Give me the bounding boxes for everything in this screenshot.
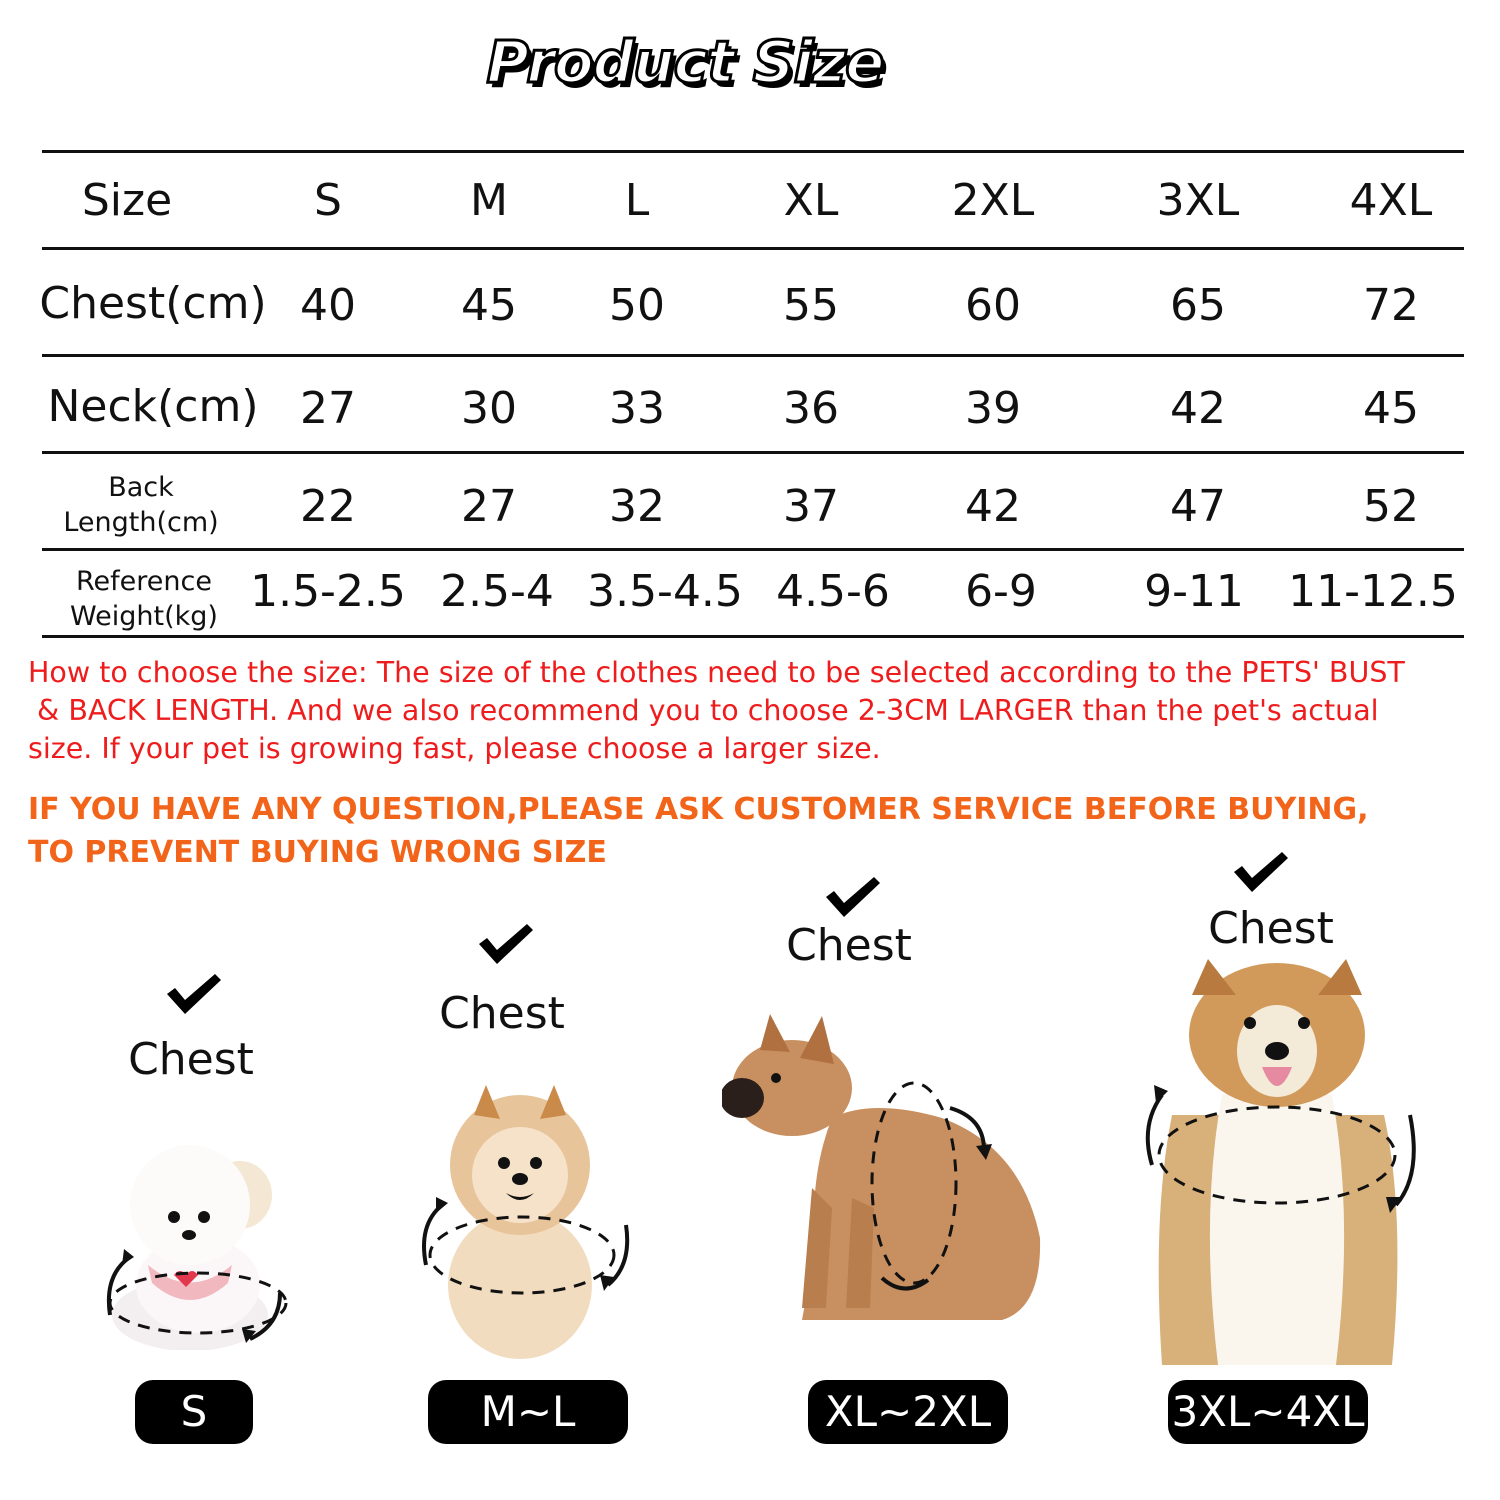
size-col-2xl: 2XL <box>951 175 1035 226</box>
size-guide-note: How to choose the size: The size of the clothes need to be selected according to the PETS' BUST & BACK LENGTH. And we also recommend you to choose 2-3CM LARGER than the pet's actual size. If your pet is growing fast, please choose a larger size. <box>28 656 1405 765</box>
table-cell: 55 <box>783 280 839 331</box>
table-cell: 6-9 <box>965 566 1037 617</box>
page-title: Product Size <box>486 28 884 96</box>
table-cell: 40 <box>300 280 356 331</box>
table-rule <box>42 354 1464 357</box>
size-badge-3xl-4xl: 3XL~4XL <box>1168 1380 1368 1444</box>
size-col-4xl: 4XL <box>1349 175 1433 226</box>
table-cell: 65 <box>1170 280 1226 331</box>
customer-service-warning: IF YOU HAVE ANY QUESTION,PLEASE ASK CUSTOMER SERVICE BEFORE BUYING, TO PREVENT BUYING WRONG SIZE <box>28 792 1369 870</box>
table-cell: 27 <box>300 383 356 434</box>
size-col-m: M <box>470 175 508 226</box>
table-cell: 37 <box>783 481 839 532</box>
table-cell: 32 <box>609 481 665 532</box>
table-cell: 30 <box>461 383 517 434</box>
table-cell: 60 <box>965 280 1021 331</box>
weight-row-label: Reference Weight(kg) <box>70 566 218 632</box>
chest-row-label: Chest(cm) <box>39 278 267 329</box>
table-cell: 39 <box>965 383 1021 434</box>
check-icon <box>824 875 882 919</box>
check-icon <box>1232 850 1290 894</box>
table-cell: 33 <box>609 383 665 434</box>
table-cell: 36 <box>783 383 839 434</box>
size-col-s: S <box>314 175 342 226</box>
size-badge-xl-2xl: XL~2XL <box>808 1380 1008 1444</box>
size-col-xl: XL <box>783 175 839 226</box>
table-rule <box>42 247 1464 250</box>
table-cell: 47 <box>1170 481 1226 532</box>
back-length-row-label: Back Length(cm) <box>63 472 219 538</box>
size-col-3xl: 3XL <box>1156 175 1240 226</box>
table-rule <box>42 548 1464 551</box>
size-col-l: L <box>624 175 650 226</box>
table-cell: 42 <box>965 481 1021 532</box>
size-badge-s: S <box>135 1380 253 1444</box>
table-rule <box>42 451 1464 454</box>
table-cell: 50 <box>609 280 665 331</box>
table-cell: 52 <box>1363 481 1419 532</box>
french-bulldog-image <box>722 1008 1052 1338</box>
table-rule-bottom <box>42 635 1464 638</box>
chest-label: Chest <box>128 1034 254 1085</box>
small-white-dog-image <box>90 1125 290 1350</box>
table-cell: 45 <box>1363 383 1419 434</box>
long-haired-dog-image <box>1122 955 1432 1370</box>
size-badge-m-l: M~L <box>428 1380 628 1444</box>
table-cell: 4.5-6 <box>776 566 890 617</box>
pomeranian-dog-image <box>412 1075 637 1365</box>
chest-label: Chest <box>439 988 565 1039</box>
neck-row-label: Neck(cm) <box>47 381 259 432</box>
check-icon <box>477 922 535 966</box>
table-cell: 9-11 <box>1144 566 1244 617</box>
table-cell: 72 <box>1363 280 1419 331</box>
table-cell: 2.5-4 <box>440 566 554 617</box>
table-cell: 45 <box>461 280 517 331</box>
chest-label: Chest <box>1208 903 1334 954</box>
check-icon <box>165 972 223 1016</box>
table-rule-top <box>42 150 1464 153</box>
chest-label: Chest <box>786 920 912 971</box>
table-cell: 1.5-2.5 <box>250 566 406 617</box>
table-cell: 3.5-4.5 <box>587 566 743 617</box>
table-cell: 42 <box>1170 383 1226 434</box>
size-header-label: Size <box>81 175 173 226</box>
table-cell: 22 <box>300 481 356 532</box>
table-cell: 27 <box>461 481 517 532</box>
table-cell: 11-12.5 <box>1288 566 1458 617</box>
